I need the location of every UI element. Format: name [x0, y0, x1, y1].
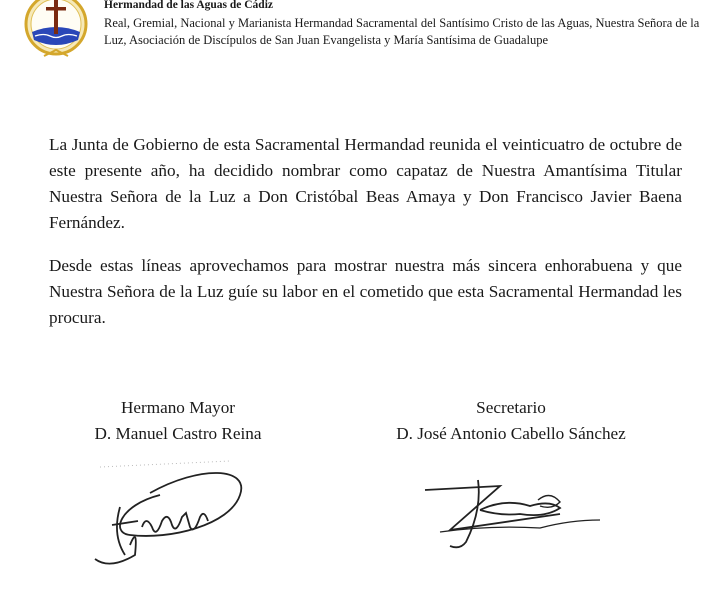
signer-name: D. José Antonio Cabello Sánchez	[396, 424, 626, 443]
hermandad-short-name: Hermandad de las Aguas de Cádiz	[104, 0, 274, 11]
signature-block-hermano-mayor	[58, 395, 298, 447]
signature-block-secretario	[366, 395, 656, 447]
handwritten-signature-left	[90, 455, 255, 580]
body-paragraph-congratulations: Desde estas líneas aprovechamos para mostrar nuestra más sincera enhorabuena y que Nuestra Señora de la Luz guíe su labor en el cometido que esta Sacramental Hermandad les procura.	[49, 256, 682, 327]
signer-role: Hermano Mayor	[120, 398, 236, 417]
letter-body	[49, 132, 682, 348]
signer-name: D. Manuel Castro Reina	[94, 424, 262, 443]
letterhead	[104, 0, 704, 49]
signer-role: Secretario	[476, 398, 546, 417]
hermandad-crest-logo	[24, 0, 88, 64]
handwritten-signature-right	[420, 470, 610, 560]
body-paragraph-appointment: La Junta de Gobierno de esta Sacramental Hermandad reunida el veinticuatro de octubre de este presente año, ha decidido nombrar como capataz de Nuestra Amantísima Titular Nuestra Señora de la Luz a Don Cristóbal Beas Amaya y Don Francisco Javier Baena Fernández.	[49, 135, 682, 232]
hermandad-full-name: Real, Gremial, Nacional y Marianista Hermandad Sacramental del Santísimo Cristo de las Aguas, Nuestra Señora de la Luz, Asociación de Discípulos de San Juan Evangelista y María Santísima de Guadalupe	[104, 16, 700, 47]
